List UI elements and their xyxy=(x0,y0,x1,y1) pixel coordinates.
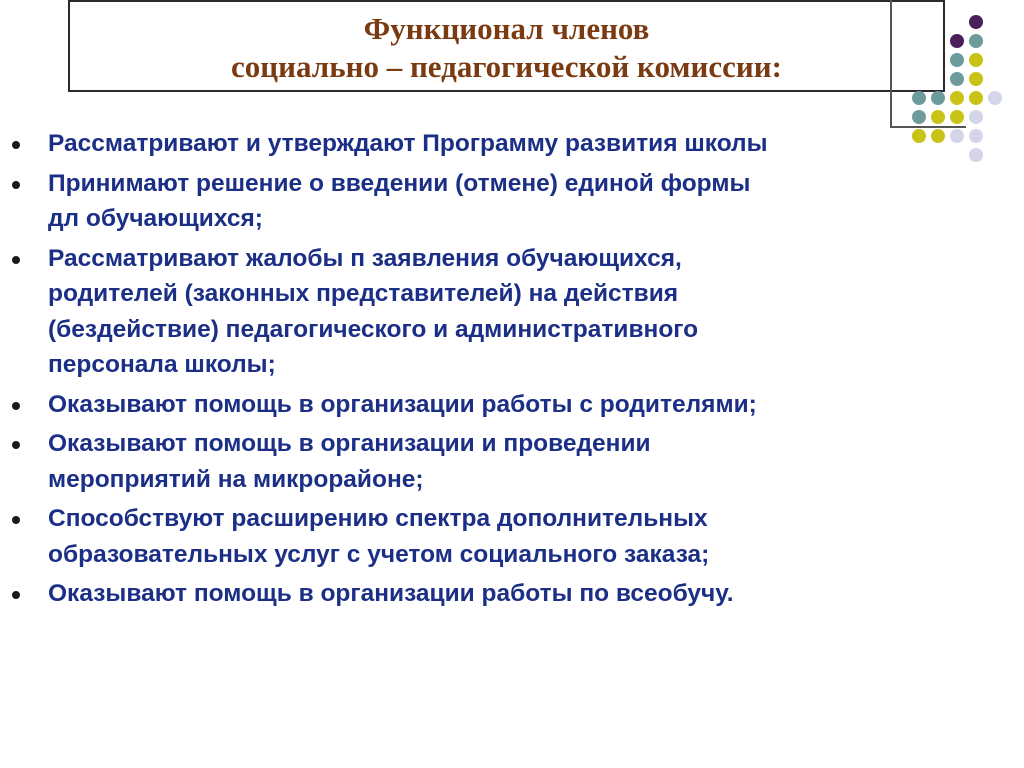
bullet-icon xyxy=(12,402,20,410)
bullet-icon xyxy=(12,141,20,149)
decor-dot xyxy=(931,91,945,105)
bullet-icon xyxy=(12,516,20,524)
bullet-list xyxy=(48,126,978,616)
list-item-text: Оказывают помощь в организации работы с родителями; xyxy=(48,390,757,418)
title-line-2: социально – педагогической комиссии: xyxy=(231,49,782,84)
decor-dot xyxy=(969,72,983,86)
decor-dot xyxy=(969,91,983,105)
decor-dot xyxy=(969,15,983,29)
slide-title xyxy=(68,0,945,92)
title-line-1: Функционал членов xyxy=(363,11,650,46)
bullet-icon xyxy=(12,181,20,189)
list-item xyxy=(48,166,978,237)
decor-dot xyxy=(912,110,926,124)
list-item xyxy=(48,241,978,383)
bullet-icon xyxy=(12,591,20,599)
list-item xyxy=(48,387,978,423)
list-item xyxy=(48,576,978,612)
list-item-text: Принимают решение о введении (отмене) единой формы дл обучающихся; xyxy=(48,169,751,232)
list-item xyxy=(48,501,978,572)
list-item xyxy=(48,426,978,497)
decor-dot xyxy=(988,91,1002,105)
decor-dot xyxy=(950,91,964,105)
decor-vertical-line xyxy=(890,0,892,126)
list-item-text: Оказывают помощь в организации работы по всеобучу. xyxy=(48,580,734,607)
decor-dot xyxy=(950,72,964,86)
decor-dot xyxy=(950,53,964,67)
decor-dot xyxy=(969,34,983,48)
decor-dot xyxy=(969,53,983,67)
list-item-text: Способствуют расширению спектра дополнительных образовательных услуг с учетом социального заказа; xyxy=(48,505,710,568)
list-item xyxy=(48,126,978,162)
decor-dot xyxy=(969,110,983,124)
list-item-text: Оказывают помощь в организации и проведении мероприятий на микрорайоне; xyxy=(48,430,651,493)
bullet-icon xyxy=(12,441,20,449)
list-item-text: Рассматривают жалобы п заявления обучающихся, родителей (законных представителей) на действия (бездействие) педагогического и административного персонала школы; xyxy=(48,244,699,378)
decor-dot xyxy=(950,34,964,48)
decor-dot xyxy=(950,110,964,124)
decor-dot xyxy=(912,91,926,105)
list-item-text: Рассматривают и утверждают Программу развития школы xyxy=(48,130,768,157)
bullet-icon xyxy=(12,256,20,264)
decor-dot xyxy=(931,110,945,124)
